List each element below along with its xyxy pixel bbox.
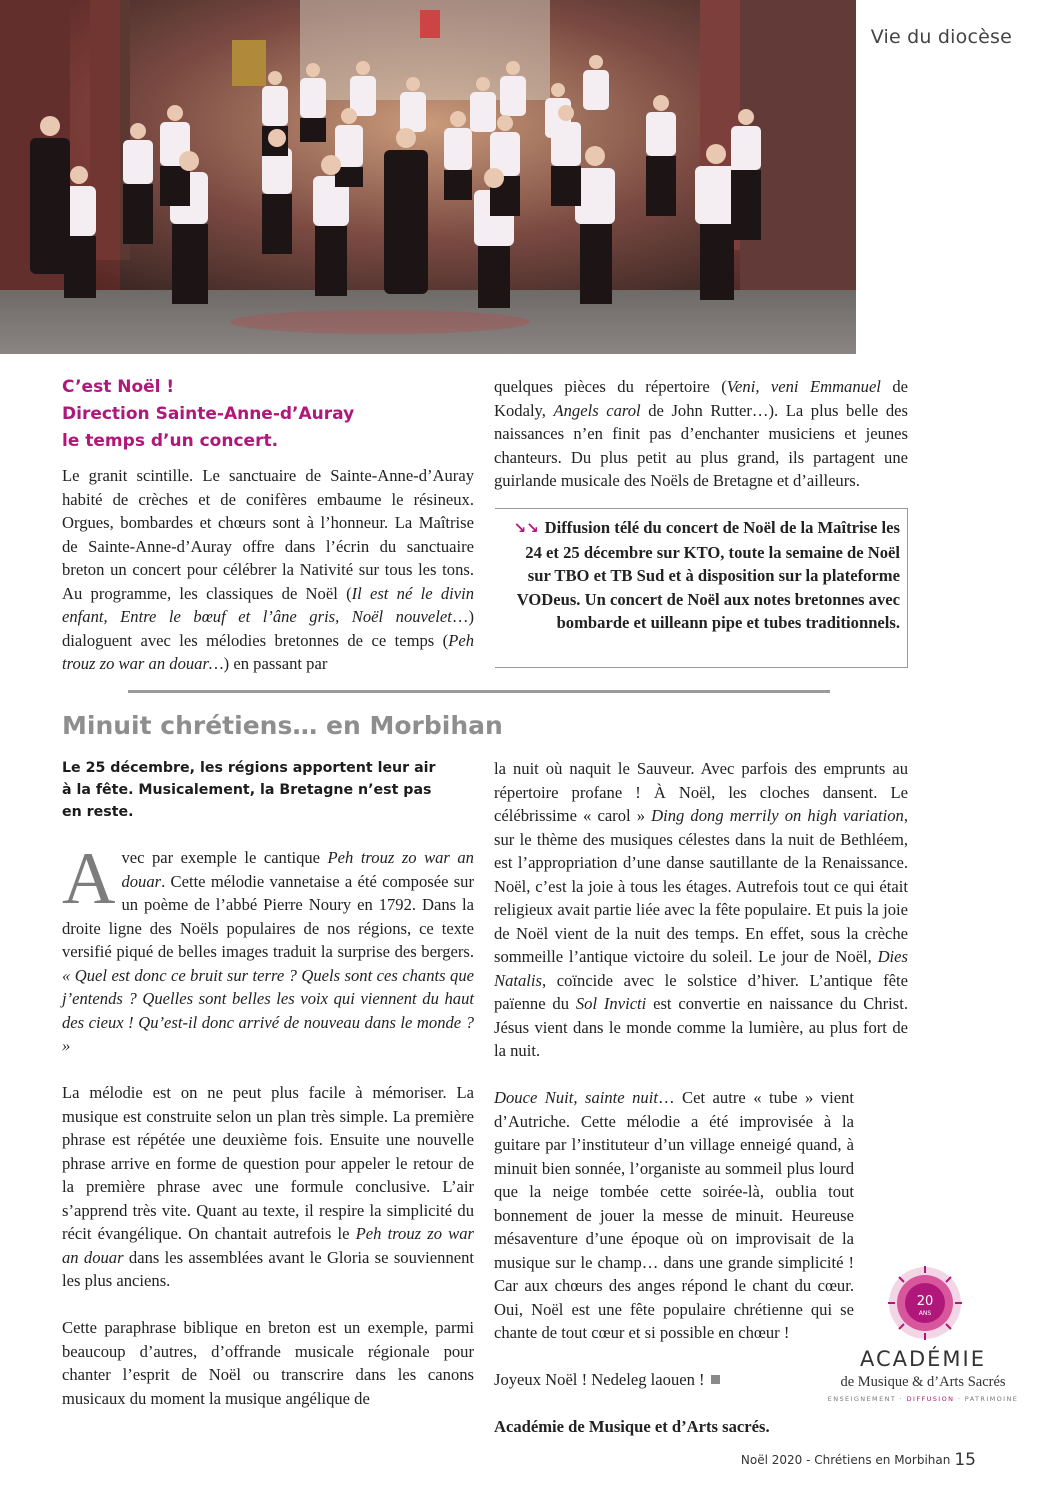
paragraph — [494, 1086, 854, 1345]
text-run: ) en passant par — [223, 654, 328, 673]
tag-part: ENSEIGNEMENT · — [827, 1395, 907, 1403]
article-lead — [62, 757, 474, 823]
paragraph — [494, 757, 908, 1063]
text-run: La mélodie est on ne peut plus facile à mémoriser. La musique est construite selon un plan très simple. La première phrase est répétée une deuxième fois. Ensuite une nouvelle phrase arrive en forme de question pour appeler le retour de la première phrase avec une formule conclusive. L’air s’apprend très vite. Quant au texte, il respire la simplicité du récit évangélique. On chantait autrefois le — [62, 1083, 474, 1243]
logo-name: ACADÉMIE — [859, 1347, 987, 1371]
text-run-italic: Douce Nuit, sainte nuit — [494, 1088, 658, 1107]
text-run-italic: Sol Invicti — [575, 994, 647, 1013]
text-run-italic: Angels carol — [553, 400, 641, 420]
text-run-italic: Peh trouz zo war an douar… — [62, 630, 474, 673]
tag-part: DIFFUSION — [906, 1395, 955, 1403]
end-square-icon — [711, 1375, 720, 1384]
article1-column2 — [494, 375, 908, 493]
text-run: …) dialoguent avec les mélodies bretonnes de ce temps ( — [62, 607, 474, 650]
badge-unit: ANS — [918, 1310, 932, 1317]
quote-italic: « Quel est donc ce bruit sur terre ? Quels sont ces chants que j’entends ? Quelles sont belles les voix qui viennent du haut des cieux ! Qu’est-il donc arrivé de nouveau dans le monde ? » — [62, 965, 474, 1055]
page-number: 15 — [954, 1450, 976, 1470]
kicker-line: C’est Noël ! — [62, 377, 175, 397]
paragraph — [494, 375, 908, 493]
text-run: Le granit scintille. Le sanctuaire de Sainte-Anne-d’Auray habité de crèches et de conifères embaume le résineux. Orgues, bombardes et chœurs sont à l’honneur. La Maîtrise de Sainte-Anne-d’Auray offre dans l’écrin du sanctuaire breton un concert pour célébrer la Nativité sur tous les tons. Au programme, les classiques de Noël ( — [62, 466, 474, 603]
lead-line: à la fête. Musicalement, la Bretagne n’est pas — [62, 782, 432, 798]
logo-badge-icon — [887, 1265, 963, 1341]
text-run-italic: Dies Natalis — [494, 947, 908, 990]
article1-column1 — [62, 464, 474, 676]
text-run: Cette paraphrase biblique en breton est un exemple, parmi beaucoup d’autres, d’offrande musicale régionale pour chanter l’esprit de Noël ou transcrire dans les canons musicaux du moment la musique angélique de — [62, 1318, 474, 1408]
text-run: de Kodaly, — [494, 377, 909, 420]
article-kicker — [62, 374, 462, 455]
text-run-italic: Ding dong merrily on high variation — [651, 806, 904, 825]
text-run: est convertie en naissance du Christ. Jésus vient dans le monde comme la lumière, au plus fort de la nuit. — [494, 994, 908, 1060]
text-run-italic: Peh trouz zo war an douar — [121, 848, 474, 891]
kicker-line: Direction Sainte-Anne-d’Auray — [62, 404, 355, 424]
footer-text: Noël 2020 - Chrétiens en Morbihan — [740, 1453, 951, 1467]
academie-logo — [812, 1265, 1034, 1405]
paragraph — [62, 1081, 474, 1293]
text-run: vec par exemple le cantique — [121, 848, 328, 867]
text-run: dans les assemblées avant le Gloria se souviennent les plus anciens. — [62, 1247, 475, 1290]
signature: Académie de Musique et d’Arts sacrés. — [494, 1417, 770, 1436]
article2-column1 — [62, 838, 475, 1410]
drop-cap: A — [62, 838, 116, 920]
article-headline: Minuit chrétiens… en Morbihan — [62, 711, 503, 740]
text-run-italic: Il est né le divin enfant, Entre le bœuf et l’âne gris, Noël nouvelet — [62, 583, 474, 626]
text-run: la nuit où naquit le Sauveur. Avec parfois des emprunts au répertoire profane ! À Noël, les cloches dansent. Le célébrissime « carol » — [494, 759, 908, 825]
text-run: , sur le thème des musiques célestes dans la nuit de Bethléem, est l’appropriation d’une danse sautillante de la Renaissance. Noël, c’est la joie à tous les étages. Autrefois tout ce qui était religieux avait partie liée avec la fête populaire. Et puis la joie de Noël vient de la nuit des temps. En effet, sous la crèche sommeille l’antique victoire du soleil. Le jour de Noël, — [494, 806, 908, 966]
paragraph — [62, 838, 474, 1058]
broadcast-box-text — [512, 516, 900, 635]
paragraph — [62, 1316, 474, 1410]
text-run: , coïncide avec le solstice d’hiver. L’antique fête païenne du — [494, 970, 908, 1013]
kicker-line: le temps d’un concert. — [62, 431, 279, 451]
broadcast-text: Diffusion télé du concert de Noël de la Maîtrise les 24 et 25 décembre sur KTO, toute la semaine de Noël sur TBO et TB Sud et à disposition sur la plateforme VODeus. Un concert de Noël aux notes bretonnes avec bombarde et uilleann pipe et tubes traditionnels. — [516, 518, 900, 632]
greeting-text: Joyeux Noël ! Nedeleg laouen ! — [494, 1370, 705, 1389]
text-run-italic: Veni, veni Emmanuel — [726, 377, 881, 396]
tag-part: · PATRIMOINE — [954, 1395, 1019, 1403]
logo-tagline — [812, 1395, 1034, 1403]
text-run: de John Rutter…). La plus belle des naissances n’en finit pas d’enchanter musiciens et jeunes chanteurs. Du plus petit au plus grand, ils partagent une guirlande musicale des Noëls de Bretagne et d’ailleurs. — [494, 400, 908, 490]
text-run: . Cette mélodie vannetaise a été composée sur un poème de l’abbé Pierre Noury en 1792. Dans la droite ligne des Noëls populaires de nos régions, ce texte versifié piqué de belles images traduit la surprise des bergers. — [62, 871, 474, 961]
lead-line: en reste. — [62, 804, 134, 820]
section-divider — [128, 690, 830, 693]
arrow-down-right-icon: ↘↘ — [513, 519, 539, 537]
badge-number: 20 — [916, 1294, 934, 1309]
logo-subtitle: de Musique & d’Arts Sacrés — [840, 1374, 1006, 1390]
section-label: Vie du diocèse — [870, 26, 1012, 48]
choir-photo — [0, 0, 856, 354]
text-run: quelques pièces du répertoire ( — [494, 377, 727, 396]
text-run: … Cet autre « tube » vient d’Autriche. Cette mélodie a été improvisée à la guitare par l’instituteur d’un village enneigé quand, à minuit bien sonnée, l’organiste au sommeil plus lourd que la neige tombée cette soirée-là, oublia tout bonnement de jouer la messe de minuit. Heureuse mésaventure d’une époque où on improvisait de la musique sur le champ… dans une grande simplicité ! Car aux chœurs des anges répond le chant du cœur. Oui, Noël est une fête populaire chrétienne qui se chante de tout cœur et si possible en chœur ! — [494, 1088, 854, 1342]
paragraph — [62, 464, 474, 676]
page-footer — [741, 1450, 976, 1470]
text-run-italic: Peh trouz zo war an douar — [62, 1224, 475, 1267]
lead-line: Le 25 décembre, les régions apportent leur air — [62, 760, 436, 776]
